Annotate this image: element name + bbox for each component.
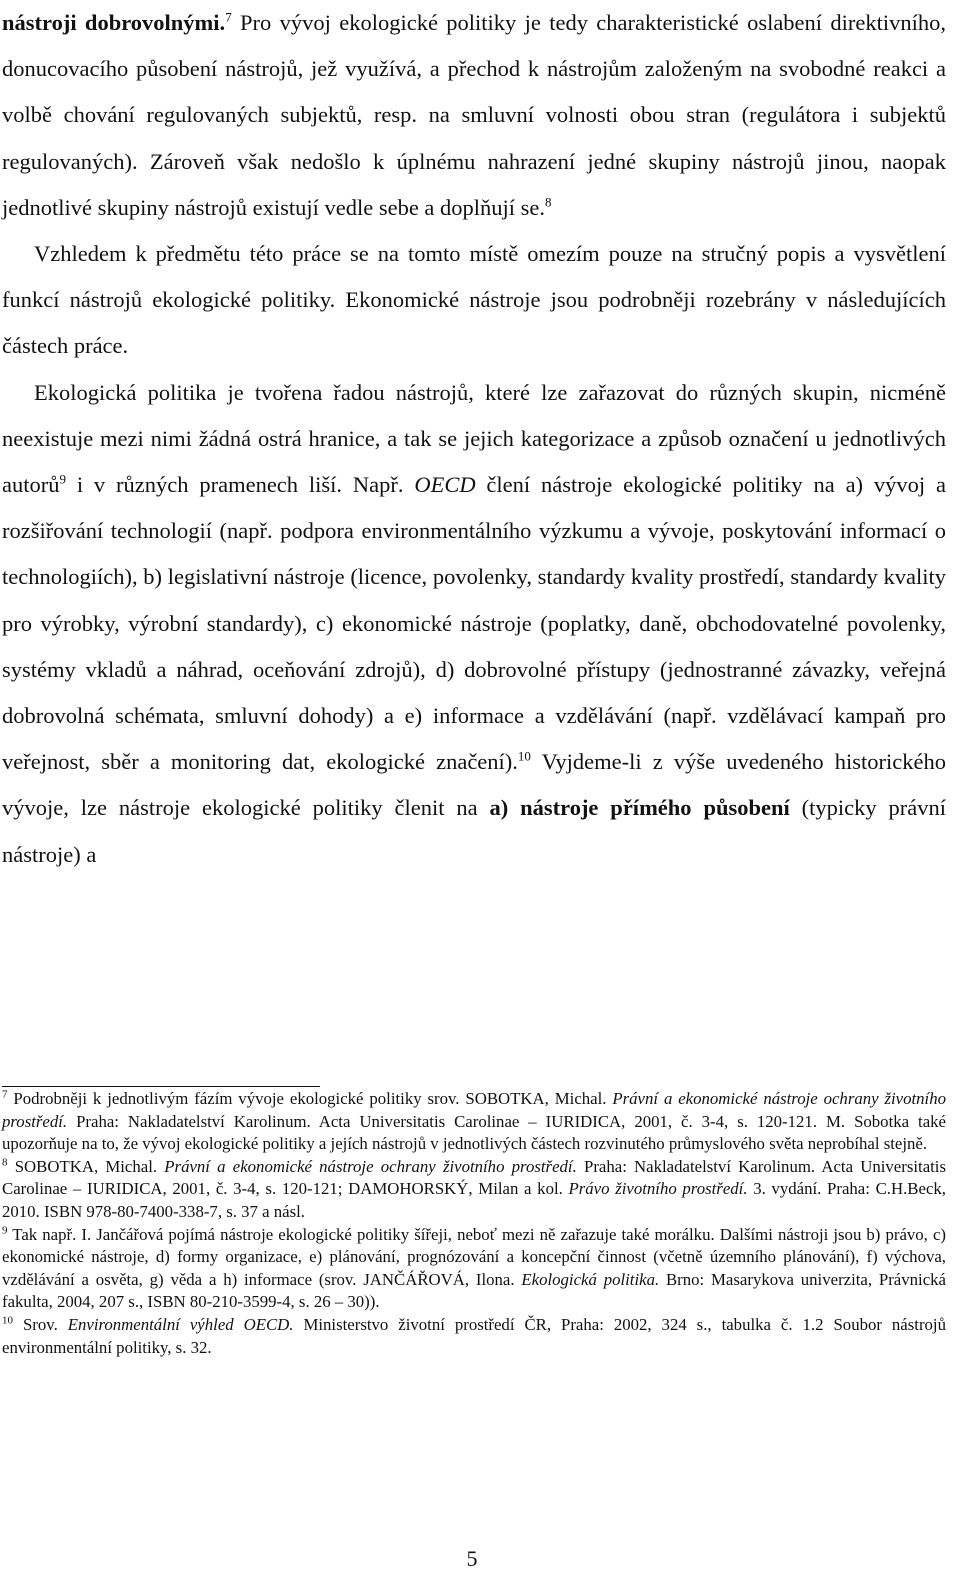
bold-phrase: nástroji dobrovolnými. [2, 10, 226, 35]
footnote-number: 10 [2, 1314, 13, 1327]
footnote-text: Tak např. I. Jančářová pojímá nástroje ekologické politiky šířeji, neboť mezi ně zařazuje také morálku. Dalšími nástroji jsou b) právo, c) ekonomické nástroje, d) formy organizace, e) plánování, prognózování a koncepční činnost (včetně územního plánování), f) výchova, vzdělávání a osvěta, g) věda a h) informace (srov. JANČÁŘOVÁ, Ilona. [2, 1224, 946, 1289]
footnote-number: 8 [2, 1156, 8, 1169]
footnote-10 [2, 1314, 946, 1359]
footnote-text: Praha: Nakladatelství Karolinum. Acta Universitatis Carolinae – IURIDICA, 2001, č. 3-4, s. 120-121; DAMOHORSKÝ, Milan a kol. [2, 1156, 946, 1199]
footnote-ref-10[interactable]: 10 [517, 748, 531, 764]
paragraph-1-text: Pro vývoj ekologické politiky je tedy charakteristické oslabení direktivního, donucovacího působení nástrojů, jež využívá, a přechod k nástrojům založeným na svobodné reakci a volbě chování regulovaných subjektů, resp. na smluvní volnosti obou stran (regulátora i subjektů regulovaných). Zároveň však nedošlo k úplnému nahrazení jedné skupiny nástrojů jinou, naopak jednotlivé skupiny nástrojů existují vedle sebe a doplňují se. [2, 10, 947, 220]
paragraph-1 [2, 0, 946, 231]
footnotes [2, 1088, 946, 1359]
footnote-title: Ekologická politika. [521, 1269, 660, 1289]
footnote-9 [2, 1224, 946, 1314]
footnote-text: 3. vydání. Praha: C.H.Beck, 2010. ISBN 978-80-7400-338-7, s. 37 a násl. [2, 1179, 946, 1221]
footnote-text: SOBOTKA, Michal. [7, 1156, 165, 1176]
paragraph-3-part-c: člení nástroje ekologické politiky na a) vývoj a rozšiřování technologií (např. podpora environmentálního výzkumu a vývoje, poskytování informací o technologiích), b) legislativní nástroje (licence, povolenky, standardy kvality prostředí, standardy kvality pro výrobky, výrobní standardy), c) ekonomické nástroje (poplatky, daně, obchodovatelné povolenky, systémy vkladů a náhrad, oceňování zdrojů), d) dobrovolné přístupy (jednostranné závazky, veřejná dobrovolná schémata, smluvní dohody) a e) informace a vzdělávání (např. vzdělávací kampaň pro veřejnost, sběr a monitoring dat, ekologické značení). [2, 472, 946, 775]
footnote-title: Environmentální výhled OECD. [67, 1314, 294, 1334]
footnote-ref-9[interactable]: 9 [59, 471, 66, 487]
paragraph-3-part-a: Ekologická politika je tvořena řadou nástrojů, které lze zařazovat do různých skupin, nicméně neexistuje mezi nimi žádná ostrá hranice, a tak se jejich kategorizace a způsob označení u jednotlivých autorů [2, 379, 946, 498]
footnote-7 [2, 1088, 946, 1156]
footnote-title: Právní a ekonomické nástroje ochrany životního prostředí. [164, 1156, 577, 1176]
paragraph-2: Vzhledem k předmětu této práce se na tomto místě omezím pouze na stručný popis a vysvětlení funkcí nástrojů ekologické politiky. Ekonomické nástroje jsou podrobněji rozebrány v následujících částech práce. [2, 241, 946, 359]
footnote-ref-7[interactable]: 7 [225, 9, 232, 25]
footnote-text: Srov. [13, 1314, 68, 1334]
footnote-text: Podrobněji k jednotlivým fázím vývoje ekologické politiky srov. SOBOTKA, Michal. [7, 1089, 613, 1108]
footnote-number: 7 [2, 1088, 8, 1101]
footnote-number: 9 [2, 1223, 8, 1236]
footnote-title: Právo životního prostředí. [568, 1179, 748, 1199]
paragraph-3 [2, 370, 946, 878]
oecd-italic: OECD [414, 472, 476, 498]
page-number: 5 [466, 1546, 478, 1571]
footnote-text: Ministerstvo životní prostředí ČR, Praha: 2002, 324 s., tabulka č. 1.2 Soubor nástrojů environmentální politiky, s. 32. [2, 1314, 946, 1357]
footnote-title: Právní a ekonomické nástroje ochrany životního prostředí. [2, 1089, 947, 1131]
paragraph-3-part-b: i v různých pramenech liší. Např. [65, 472, 415, 498]
footnote-text: Praha: Nakladatelství Karolinum. Acta Universitatis Carolinae – IURIDICA, 2001, č. 3-4, s. 120-121. M. Sobotka také upozorňuje na to, že vývoj ekologické politiky a jejích nástrojů v jednotlivých částech rozvinutého průmyslového světa neprobíhal stejně. [2, 1111, 946, 1154]
paragraph-3-part-d: Vyjdeme-li z výše uvedeného historického vývoje, lze nástroje ekologické politiky členit na [2, 749, 946, 821]
footnote-ref-8[interactable]: 8 [545, 194, 552, 210]
main-text [2, 0, 946, 878]
footnote-8 [2, 1156, 946, 1224]
bold-term: a) nástroje přímého působení [489, 795, 790, 821]
footnote-separator [2, 1086, 320, 1087]
paragraph-3-part-e: (typicky právní nástroje) a [2, 795, 946, 867]
footnote-text: Brno: Masarykova univerzita, Právnická fakulta, 2004, 207 s., ISBN 80-210-3599-4, s. 26 – 30)). [2, 1269, 946, 1312]
